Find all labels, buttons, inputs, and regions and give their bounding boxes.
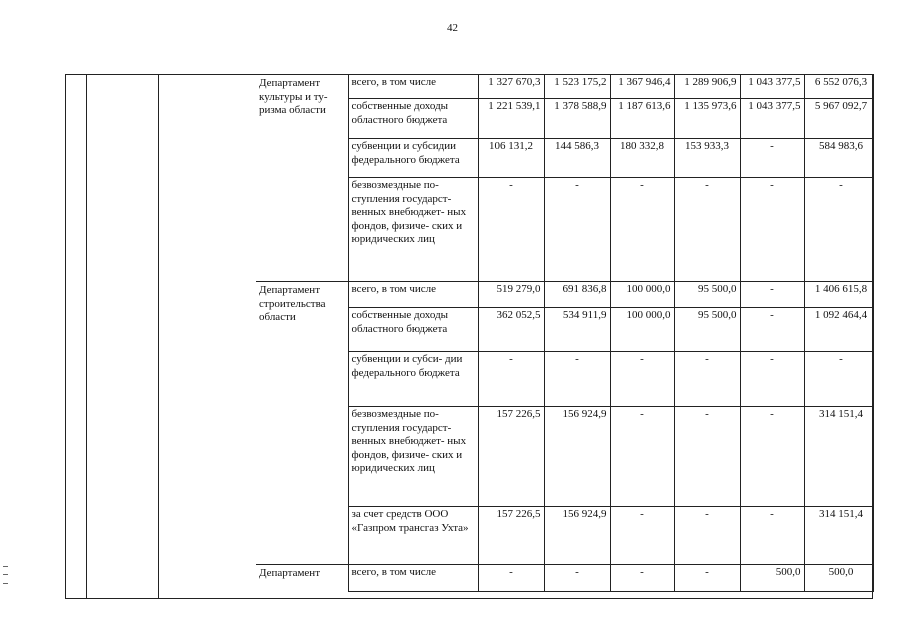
value-cell: 1 378 588,9: [544, 99, 610, 139]
value-cell: -: [610, 565, 674, 592]
value-cell: 1 043 377,5: [740, 99, 804, 139]
value-cell: 1 289 906,9: [674, 75, 740, 99]
value-cell: 314 151,4: [804, 507, 873, 565]
table-row: [256, 308, 873, 352]
value-cell: -: [674, 178, 740, 282]
value-cell: 584 983,6: [804, 139, 873, 178]
value-cell: 1 043 377,5: [740, 75, 804, 99]
value-cell: -: [478, 352, 544, 407]
row-label: всего, в том числе: [348, 565, 478, 592]
value-cell: -: [804, 178, 873, 282]
value-cell: 1 187 613,6: [610, 99, 674, 139]
value-cell: 362 052,5: [478, 308, 544, 352]
row-label: собственные доходы областного бюджета: [348, 99, 478, 139]
value-cell: -: [740, 139, 804, 178]
table-row: [256, 282, 873, 308]
value-cell: 95 500,0: [674, 308, 740, 352]
value-cell: -: [610, 352, 674, 407]
value-cell: -: [740, 282, 804, 308]
value-cell: 157 226,5: [478, 507, 544, 565]
value-cell: 153 933,3: [674, 139, 740, 178]
table-row: [256, 352, 873, 407]
value-cell: -: [610, 507, 674, 565]
value-cell: 691 836,8: [544, 282, 610, 308]
department-name: Департамент строительства области: [256, 282, 348, 565]
value-cell: -: [544, 565, 610, 592]
value-cell: 95 500,0: [674, 282, 740, 308]
table-row: [256, 75, 873, 99]
value-cell: 500,0: [804, 565, 873, 592]
value-cell: -: [804, 352, 873, 407]
value-cell: 1 327 670,3: [478, 75, 544, 99]
budget-table: [256, 74, 874, 592]
table-row: [256, 565, 873, 592]
value-cell: -: [478, 178, 544, 282]
row-label: за счет средств ООО «Газпром трансгаз Ухта»: [348, 507, 478, 565]
value-cell: 144 586,3: [544, 139, 610, 178]
value-cell: 100 000,0: [610, 282, 674, 308]
value-cell: -: [740, 407, 804, 507]
value-cell: 156 924,9: [544, 507, 610, 565]
value-cell: 1 092 464,4: [804, 308, 873, 352]
department-name: Департамент: [256, 565, 348, 592]
value-cell: 100 000,0: [610, 308, 674, 352]
table-row: [256, 99, 873, 139]
row-label: всего, в том числе: [348, 282, 478, 308]
value-cell: -: [674, 407, 740, 507]
row-label: собственные доходы областного бюджета: [348, 308, 478, 352]
value-cell: 1 135 973,6: [674, 99, 740, 139]
value-cell: 156 924,9: [544, 407, 610, 507]
column-divider-2: [158, 74, 159, 599]
value-cell: -: [674, 507, 740, 565]
row-label: безвозмездные по- ступления государст- венных внебюджет- ных фондов, физиче- ских и юридических лиц: [348, 178, 478, 282]
table-row: [256, 139, 873, 178]
value-cell: 1 367 946,4: [610, 75, 674, 99]
value-cell: -: [610, 178, 674, 282]
value-cell: 5 967 092,7: [804, 99, 873, 139]
value-cell: 1 406 615,8: [804, 282, 873, 308]
row-label: субвенции и субсидии федерального бюджета: [348, 139, 478, 178]
page-number: 42: [447, 22, 458, 34]
value-cell: 1 523 175,2: [544, 75, 610, 99]
department-name: Департамент культуры и ту- ризма области: [256, 75, 348, 282]
value-cell: -: [544, 178, 610, 282]
value-cell: 1 221 539,1: [478, 99, 544, 139]
value-cell: -: [740, 178, 804, 282]
value-cell: 157 226,5: [478, 407, 544, 507]
value-cell: 6 552 076,3: [804, 75, 873, 99]
table-row: [256, 507, 873, 565]
value-cell: -: [544, 352, 610, 407]
row-label: всего, в том числе: [348, 75, 478, 99]
margin-mark: [3, 566, 8, 584]
value-cell: -: [740, 507, 804, 565]
row-label: субвенции и субси- дии федерального бюджета: [348, 352, 478, 407]
value-cell: 180 332,8: [610, 139, 674, 178]
value-cell: -: [740, 308, 804, 352]
table-row: [256, 178, 873, 282]
row-label: безвозмездные по- ступления государст- венных внебюджет- ных фондов, физиче- ских и юридических лиц: [348, 407, 478, 507]
value-cell: -: [674, 565, 740, 592]
column-divider-1: [86, 74, 87, 599]
value-cell: -: [674, 352, 740, 407]
value-cell: 106 131,2: [478, 139, 544, 178]
value-cell: 500,0: [740, 565, 804, 592]
value-cell: -: [610, 407, 674, 507]
value-cell: -: [740, 352, 804, 407]
value-cell: 534 911,9: [544, 308, 610, 352]
value-cell: -: [478, 565, 544, 592]
table-row: [256, 407, 873, 507]
value-cell: 519 279,0: [478, 282, 544, 308]
value-cell: 314 151,4: [804, 407, 873, 507]
